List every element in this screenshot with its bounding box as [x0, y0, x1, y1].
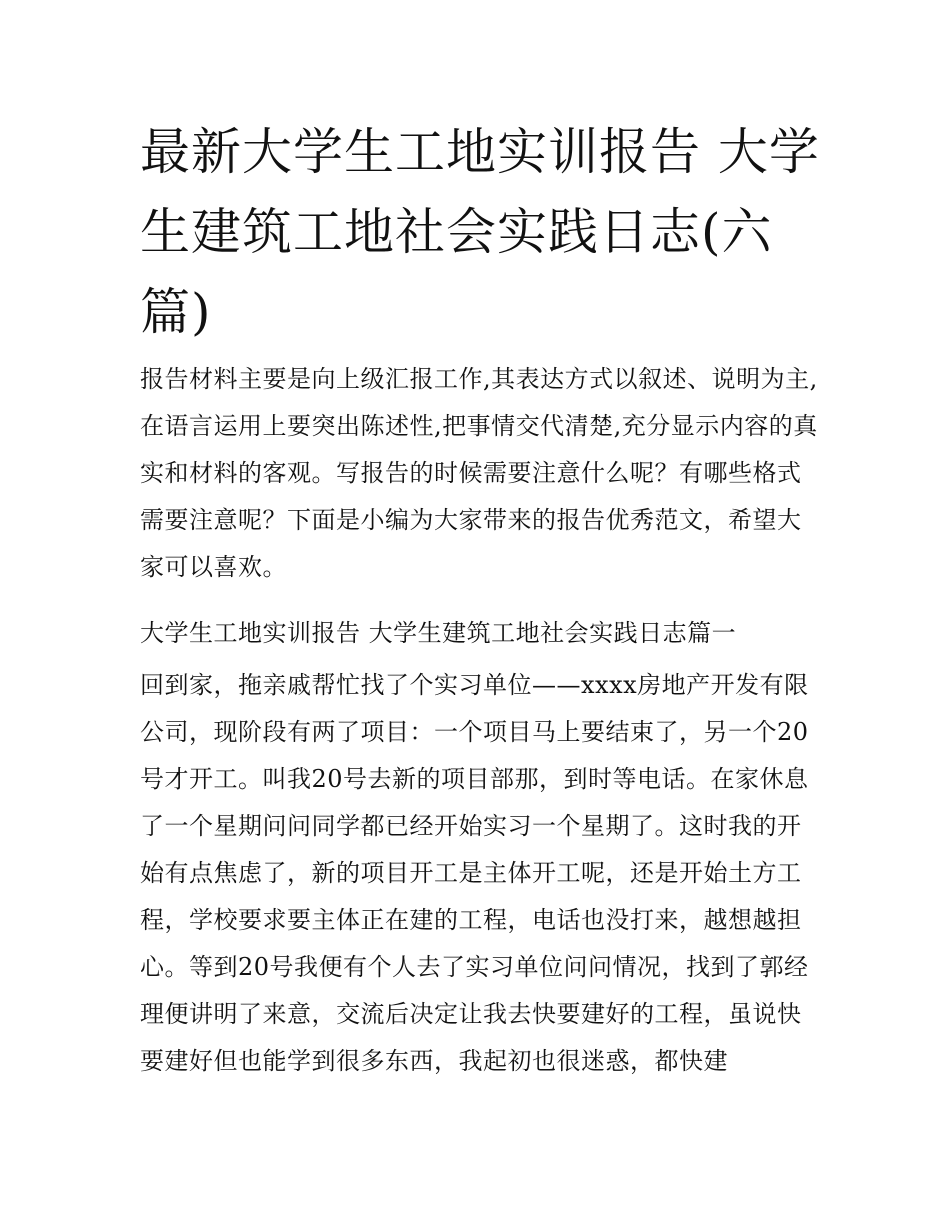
- intro-paragraph: 报告材料主要是向上级汇报工作,其表达方式以叙述、说明为主,在语言运用上要突出陈述性,把事情交代清楚,充分显示内容的真实和材料的客观。写报告的时候需要注意什么呢？有哪些格式需要注意呢？下面是小编为大家带来的报告优秀范文，希望大家可以喜欢。: [140, 365, 818, 581]
- section-heading: 大学生工地实训报告 大学生建筑工地社会实践日志篇一: [140, 619, 737, 647]
- page-title: 最新大学生工地实训报告 大学生建筑工地社会实践日志(六篇): [140, 123, 820, 341]
- section-body-paragraph: 回到家，拖亲戚帮忙找了个实习单位——xxxx房地产开发有限公司，现阶段有两了项目：一个项目马上要结束了，另一个20号才开工。叫我20号去新的项目部那，到时等电话。在家休息了一个星期问问同学都已经开始实习一个星期了。这时我的开始有点焦虑了，新的项目开工是主体开工呢，还是开始土方工程，学校要求要主体正在建的工程，电话也没打来，越想越担心。等到20号我便有个人去了实习单位问问情况，找到了郭经理便讲明了来意，交流后决定让我去快要建好的工程，虽说快要建好但也能学到很多东西，我起初也很迷惑，都快建: [140, 671, 809, 1075]
